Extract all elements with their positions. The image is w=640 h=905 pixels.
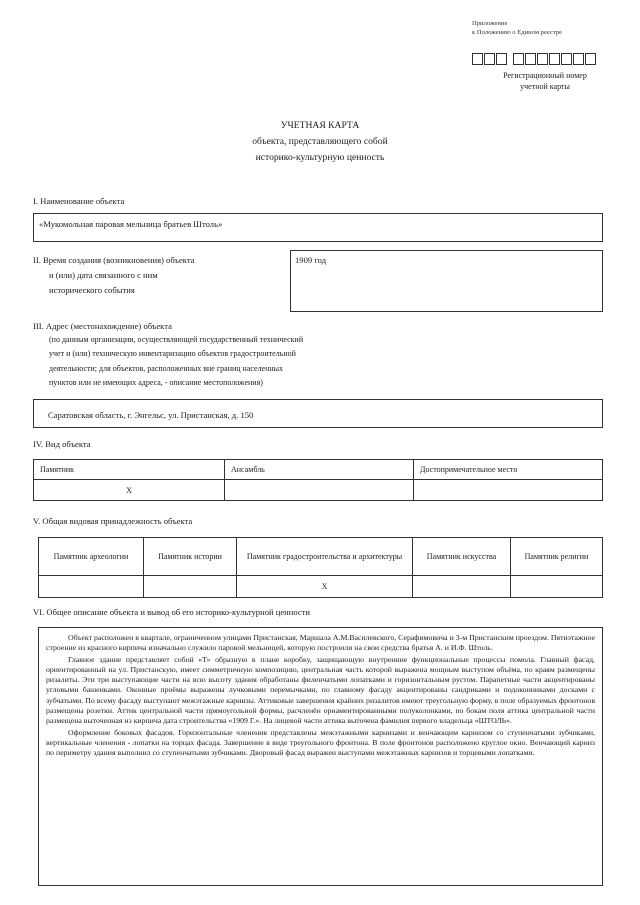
section-5-label: V. Общая видовая принадлежность объекта: [33, 516, 193, 526]
category-header-art: Памятник искусства: [413, 538, 511, 576]
registration-number-cells: [472, 53, 597, 65]
section-2-label-line-3: исторического события: [49, 285, 135, 295]
object-type-table: [33, 459, 603, 501]
category-mark-religion: [511, 576, 603, 598]
description-paragraph-2: Главное здание представляет собой «Т» образную в плане коробку, защищающую внутренние функциональные процессы помола. Главный фасад, ориентированный на ул. Пристанскую, имеет симметричную композицию, центральная часть которой выражена мощным выступом объёма, по краям размещены ризалиты. Эти три выступающие части на всю высоту здания обработаны филенчатыми лопатками и горизонтальным рустом. Парапетные части акцентированы угловыми башенками. Оконные проёмы выражены лучковыми перемычками, по главному фасаду акцентированы сандриками и подоконниками досками с зубчатыми. По всему фасаду выступают межэтажные карнизы. Аттиковые завершения крайних ризалитов имеют треугольную форму, в поле образуемых фронтонов размещены розетки. Аттик центральной части прямоугольной формы, расчленён орнаментированными полуколонками, по бокам поля аттика центральной части размещена выточенная из кирпича дата строительства «1909 Г.». На лицевой части аттика выточена фамилия первого владельца «ШТОЛЬ».: [46, 654, 595, 726]
category-mark-art: [413, 576, 511, 598]
registration-number-label: [465, 70, 625, 92]
appendix-line-1: Приложение: [472, 20, 508, 27]
category-mark-history: [144, 576, 237, 598]
object-type-header-monument: Памятник: [34, 460, 225, 480]
section-4-label: IV. Вид объекта: [33, 439, 91, 449]
category-header-architecture: Памятник градостроительства и архитектуры: [237, 538, 413, 576]
page-title: [0, 118, 640, 166]
description-box: [38, 627, 603, 886]
section-6-label: VI. Общее описание объекта и вывод об его историко-культурной ценности: [33, 607, 311, 617]
section-1-label: I. Наименование объекта: [33, 196, 125, 206]
section-3-note-line-4: пунктов или не имеющих адреса, - описание местоположения): [49, 377, 263, 387]
category-header-religion: Памятник религии: [511, 538, 603, 576]
object-type-header-landmark: Достопримечательное место: [414, 460, 603, 480]
category-header-history: Памятник истории: [144, 538, 237, 576]
section-3-label: III. Адрес (местонахождение) объекта: [33, 321, 172, 331]
appendix-note: [472, 19, 632, 37]
section-3-note-line-2: учет и (или) техническую инвентаризацию объектов градостроительной: [49, 349, 296, 359]
section-3-note-line-1: (по данным организации, осуществляющей государственный технический: [49, 335, 304, 344]
section-2-label: [33, 253, 195, 298]
reg-label-line-1: Регистрационный номер: [503, 71, 587, 80]
object-type-mark-landmark: [414, 480, 603, 501]
title-line-3: историко-культурную ценность: [255, 152, 385, 163]
section-3-note: [49, 333, 303, 390]
object-name-value: «Мукомольная паровая мельница братьев Штоль»: [39, 219, 223, 229]
section-1-box: [33, 213, 603, 242]
description-paragraph-1: Объект расположен в квартале, ограниченном улицами Пристанская, Маршала А.М.Василевского, Серафимовича и 3-м Пристанским проездом. Пятиэтажное строение из красного кирпича изначально служило паровой мельницей, которую построили на свои средства братья А. и И.Ф. Штоль.: [46, 633, 595, 653]
address-value: Саратовская область, г. Энгельс, ул. Пристанская, д. 150: [48, 410, 254, 420]
title-line-1: УЧЕТНАЯ КАРТА: [280, 120, 360, 131]
description-paragraph-3: Оформление боковых фасадов. Горизонтальные членения представлены межэтажными карнизами и венчающим карнизом со ступенчатыми зубчиками, вертикальные членения - лопатки на торцах фасада. Завершение в виде треугольного фронтона. В поле фронтонов расположено круглое окно. Венчающий карниз по периметру здания выполнил со ступенчатыми зубчиками. Дворовый фасад выражен выступами межэтажных карнизов и торцевыми лопатками.: [46, 727, 595, 758]
category-header-archaeology: Памятник археологии: [39, 538, 144, 576]
description-text: [46, 633, 595, 760]
creation-date-value: 1909 год: [295, 255, 327, 265]
reg-label-line-2: учетной карты: [520, 82, 570, 91]
section-2-label-line-1: II. Время создания (возникновения) объекта: [33, 255, 195, 265]
section-2-box: [290, 250, 603, 312]
object-type-mark-ensemble: [225, 480, 414, 501]
section-2-label-line-2: и (или) дата связанного с ним: [49, 270, 158, 280]
object-type-header-ensemble: Ансамбль: [225, 460, 414, 480]
appendix-line-2: к Положению о Едином реестре: [472, 29, 563, 36]
category-table: [38, 537, 603, 598]
section-3-box: [33, 399, 603, 428]
category-mark-archaeology: [39, 576, 144, 598]
section-3-note-line-3: деятельности; для объектов, расположенных вне границ населенных: [49, 363, 284, 373]
category-mark-architecture: X: [237, 576, 413, 598]
title-line-2: объекта, представляющего собой: [252, 136, 388, 147]
object-type-mark-monument: X: [34, 480, 225, 501]
